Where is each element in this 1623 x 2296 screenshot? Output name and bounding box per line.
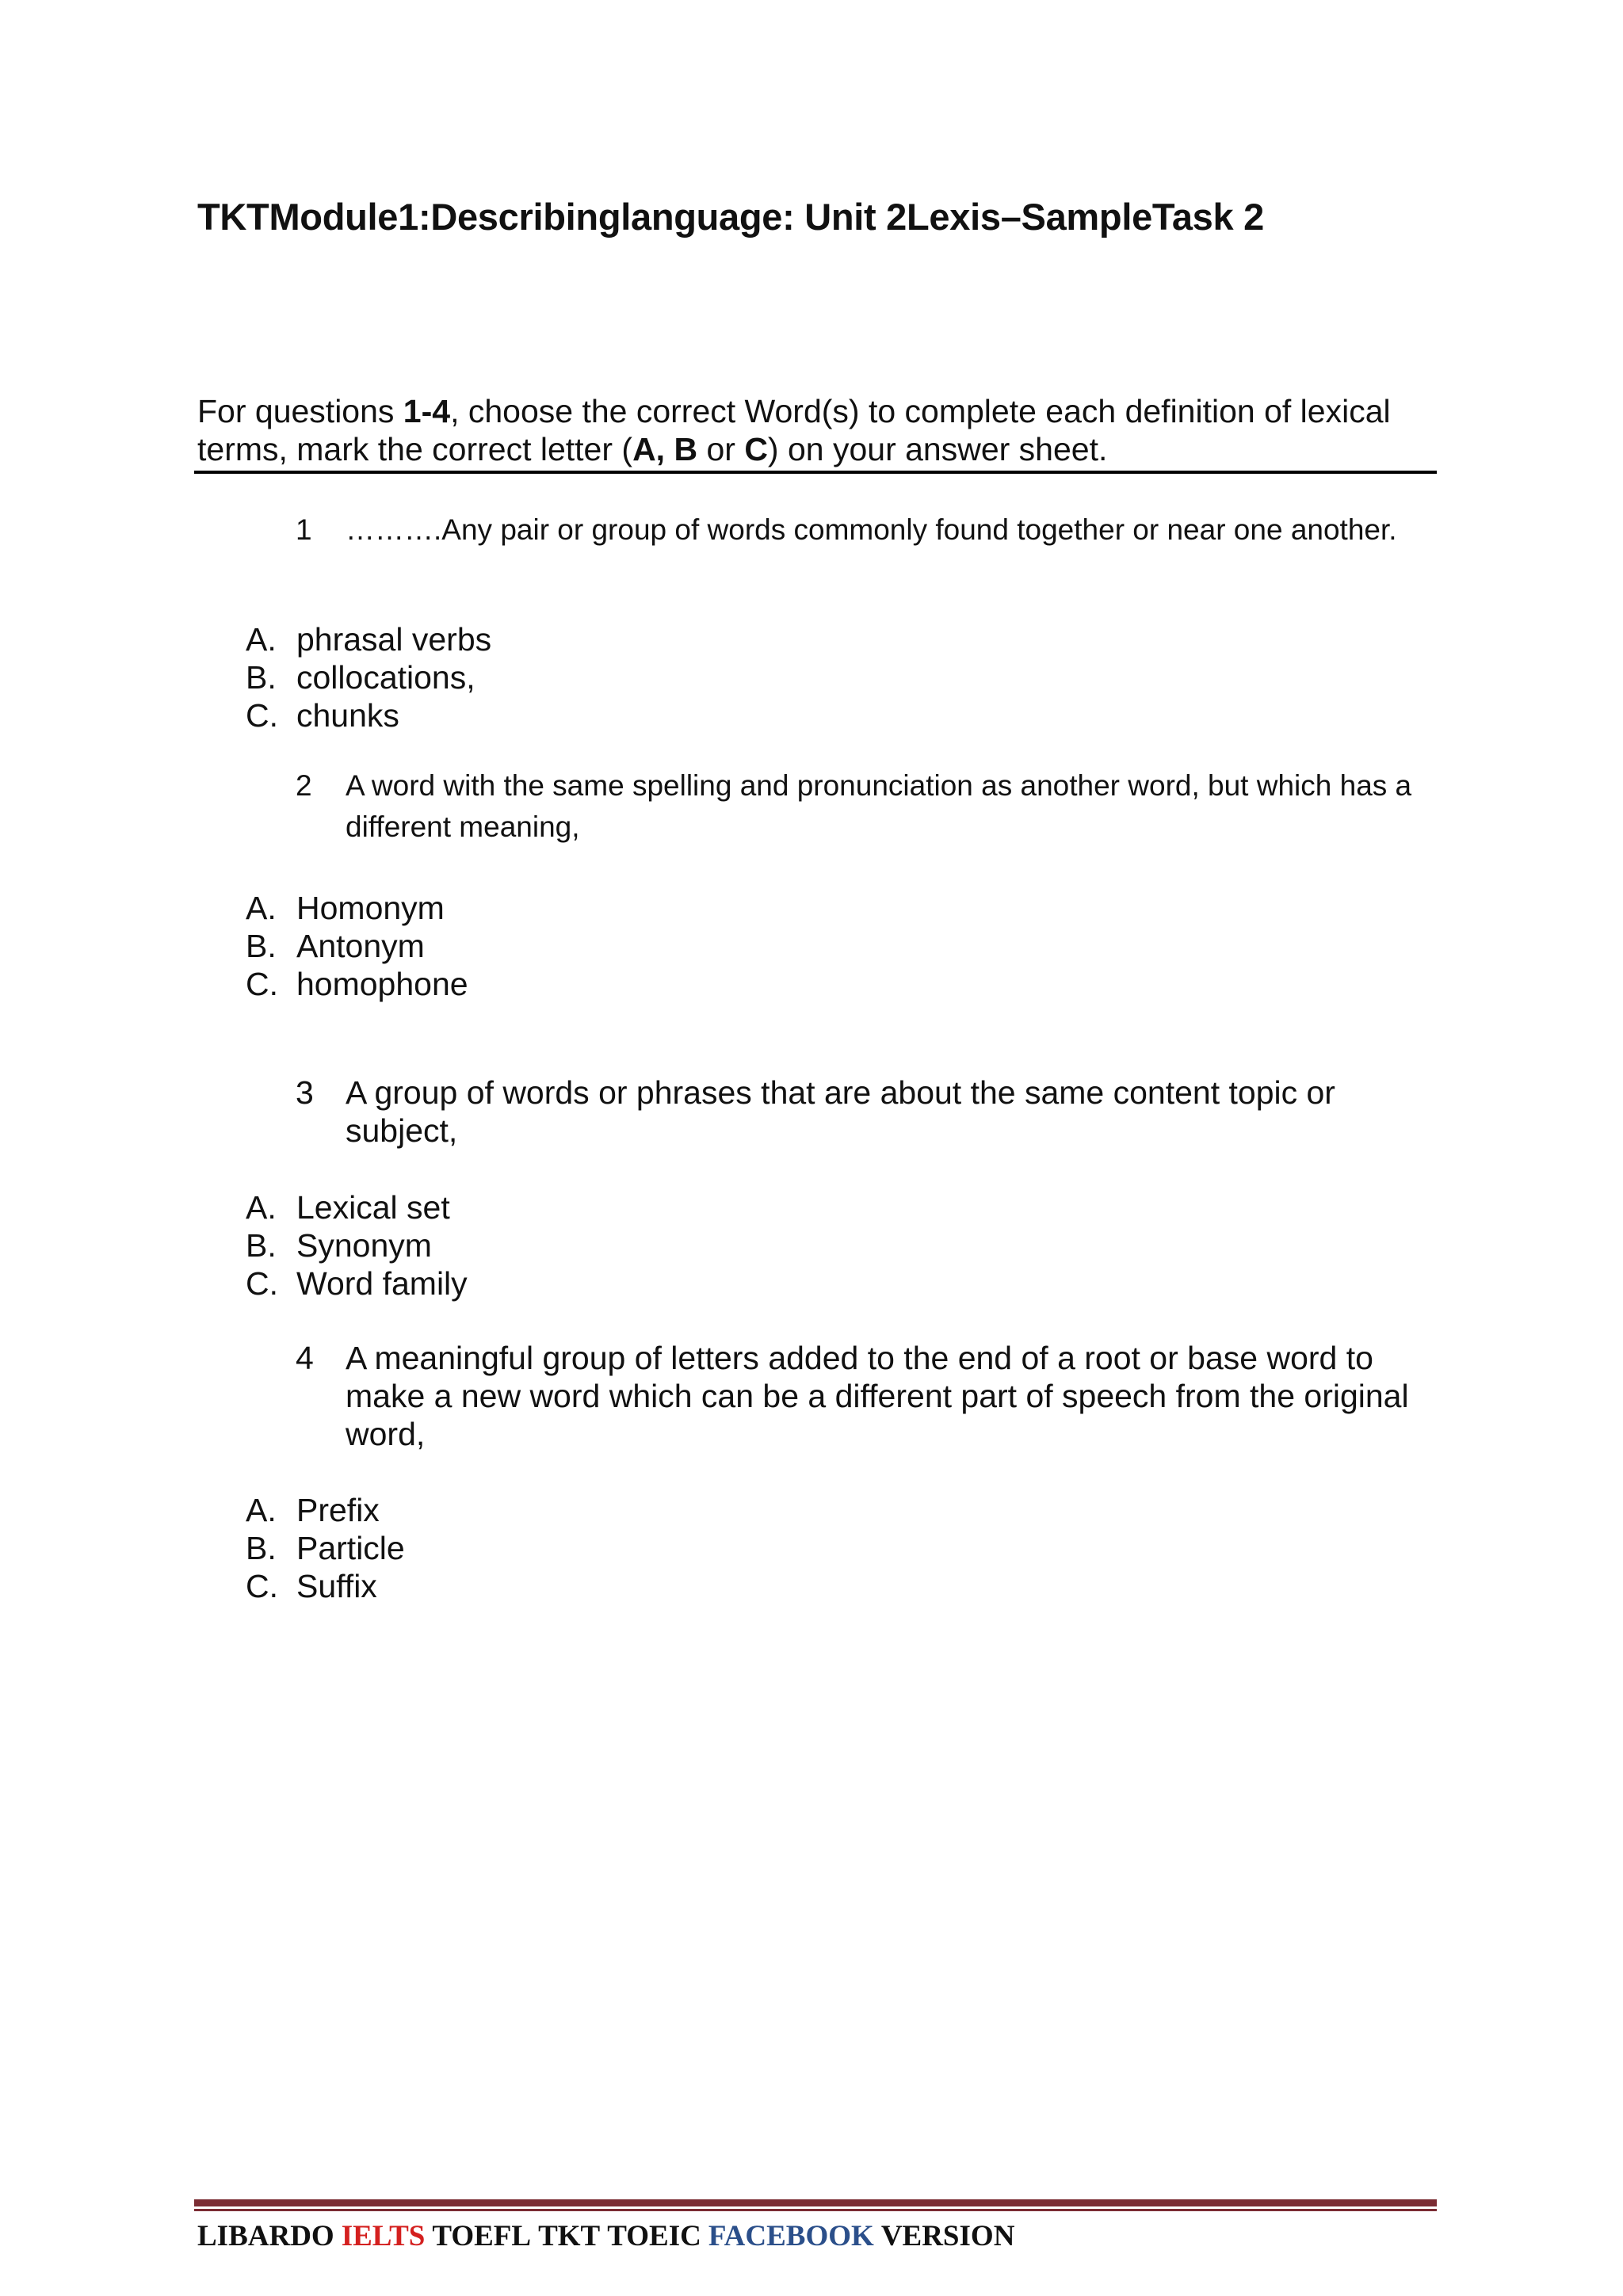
footer-word: TOEFL — [432, 2220, 532, 2252]
option-text: Homonym — [296, 890, 445, 926]
option-text: Lexical set — [296, 1189, 450, 1226]
footer-word: TKT — [538, 2220, 601, 2252]
footer-word: LIBARDO — [197, 2220, 334, 2252]
option-a — [246, 620, 491, 658]
footer-word-ielts: IELTS — [341, 2220, 426, 2252]
option-letter: A. — [246, 890, 277, 926]
instructions-text: , choose the correct Word(s) to complete each definition of lexical terms, mark the correct letter ( — [197, 393, 1391, 467]
instructions-text: ) on your answer sheet. — [767, 431, 1108, 467]
instructions-text: For questions — [197, 393, 403, 429]
question-number: 2 — [296, 769, 312, 802]
question-4 — [293, 1339, 1442, 1453]
instructions-letter-c: C — [744, 431, 768, 467]
option-a — [246, 1188, 468, 1226]
question-text: A word with the same spelling and pronunciation as another word, but which has a different meaning, — [346, 769, 1412, 843]
option-letter: B. — [246, 659, 277, 696]
question-number: 4 — [296, 1340, 314, 1376]
footer-divider — [194, 2199, 1437, 2206]
option-text: Particle — [296, 1530, 405, 1566]
option-letter: B. — [246, 1530, 277, 1566]
instructions-letters: A, B — [632, 431, 698, 467]
question-1-options — [246, 620, 491, 734]
question-4-options — [246, 1491, 405, 1605]
option-text: collocations, — [296, 659, 475, 696]
question-text: ……….Any pair or group of words commonly found together or near one another. — [346, 513, 1397, 546]
question-number: 1 — [296, 513, 312, 546]
option-letter: A. — [246, 1492, 277, 1528]
footer-word: TOEIC — [607, 2220, 701, 2252]
option-letter: B. — [246, 928, 277, 964]
footer-divider-thin — [194, 2209, 1437, 2211]
option-letter: C. — [246, 697, 278, 734]
question-2-options — [246, 889, 468, 1003]
page-title: TKTModule1:Describinglanguage: Unit 2Lexis–SampleTask 2 — [197, 196, 1264, 238]
instructions-text: or — [697, 431, 745, 467]
question-1 — [293, 509, 1442, 551]
question-2 — [293, 765, 1442, 848]
option-text: Antonym — [296, 928, 425, 964]
option-letter: B. — [246, 1227, 277, 1264]
question-3-options — [246, 1188, 468, 1302]
question-number: 3 — [296, 1074, 314, 1111]
option-letter: A. — [246, 621, 277, 658]
option-text: chunks — [296, 697, 399, 734]
header-divider — [194, 471, 1437, 474]
option-letter: A. — [246, 1189, 277, 1226]
option-text: phrasal verbs — [296, 621, 492, 658]
question-text: A group of words or phrases that are about the same content topic or subject, — [346, 1074, 1335, 1149]
option-b — [246, 927, 468, 965]
option-b — [246, 1529, 405, 1567]
question-text: A meaningful group of letters added to the end of a root or base word to make a new word which can be a different part of speech from the original word, — [346, 1340, 1409, 1452]
option-a — [246, 1491, 405, 1529]
option-c — [246, 1567, 405, 1605]
footer — [197, 2219, 1022, 2253]
option-text: Synonym — [296, 1227, 432, 1264]
option-a — [246, 889, 468, 927]
instructions — [197, 392, 1434, 468]
option-text: Prefix — [296, 1492, 380, 1528]
option-b — [246, 1226, 468, 1264]
option-c — [246, 696, 491, 734]
footer-word-facebook: FACEBOOK — [708, 2220, 874, 2252]
option-letter: C. — [246, 966, 278, 1002]
option-text: Word family — [296, 1265, 468, 1302]
question-3 — [293, 1074, 1442, 1150]
option-c — [246, 1264, 468, 1302]
option-text: Suffix — [296, 1568, 377, 1604]
option-text: homophone — [296, 966, 468, 1002]
option-c — [246, 965, 468, 1003]
footer-word: VERSION — [880, 2220, 1015, 2252]
option-letter: C. — [246, 1568, 278, 1604]
option-letter: C. — [246, 1265, 278, 1302]
option-b — [246, 658, 491, 696]
instructions-question-range: 1-4 — [403, 393, 451, 429]
